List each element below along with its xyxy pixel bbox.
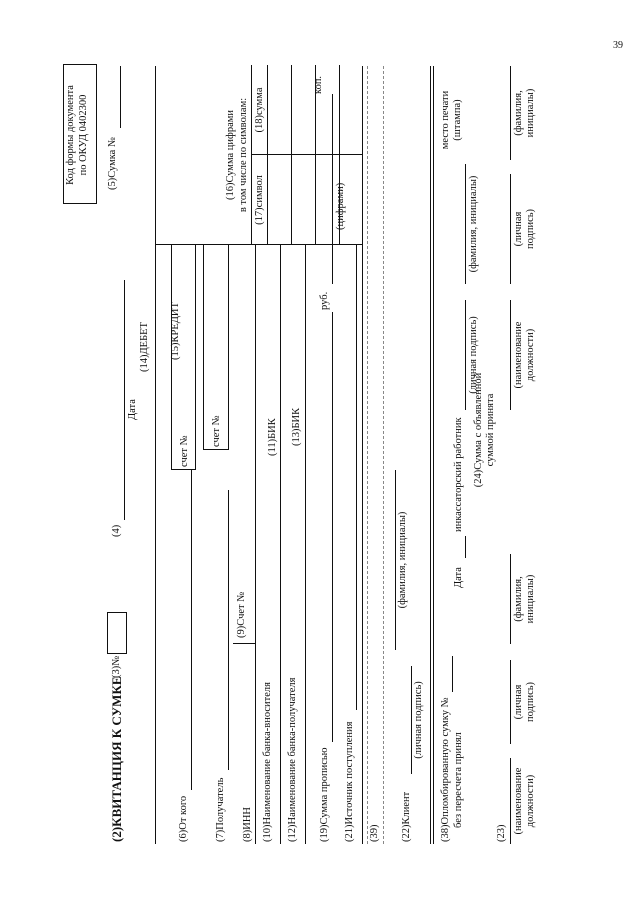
inn-line <box>255 244 256 844</box>
date-caption: Дата <box>127 399 138 420</box>
collector-name-line <box>465 164 466 284</box>
sum-table-header-top <box>251 65 252 245</box>
amount-accepted-label: (24)Сумма с объявленной суммой принята <box>473 372 496 488</box>
position-line <box>510 758 511 844</box>
account-row-bottom <box>195 245 196 470</box>
sum-table-row-2 <box>315 65 316 245</box>
block-bottom-line <box>362 66 363 844</box>
digits-line <box>332 94 333 284</box>
sum-table-column-divider <box>251 154 362 155</box>
account-9-label: (9)Счет № <box>236 591 247 638</box>
block-top-line <box>155 66 156 844</box>
form-code-line1: Код формы документа <box>65 85 76 185</box>
collector-label: инкассаторский работник <box>453 417 464 532</box>
acceptance-date-line <box>465 536 466 558</box>
credit-label: (15)КРЕДИТ <box>170 302 181 360</box>
form-code-line2: по ОКУД 0402300 <box>78 94 89 176</box>
from-label: (6)От кого <box>178 795 189 842</box>
sum-table-header-bottom <box>267 65 268 245</box>
bottom-signature-caption: (личная подпись) <box>513 681 536 723</box>
amount-words-line <box>332 312 333 742</box>
sum-table-row-1 <box>291 65 292 245</box>
seal-place-label: место печати (штампа) <box>440 90 463 150</box>
recipient-account-top <box>203 245 204 450</box>
accepted-name-caption: (фамилия, инициалы) <box>513 88 536 138</box>
collector-signature-caption: (личная подпись) <box>468 316 479 394</box>
accepted-signature-caption: (личная подпись) <box>513 208 536 250</box>
collector-name-caption: (фамилия, инициалы) <box>468 175 479 273</box>
from-line <box>191 470 192 790</box>
client-name-caption: (фамилия, инициалы) <box>397 511 408 609</box>
recipient-label: (7)Получатель <box>215 777 226 842</box>
position-caption: (наименование должности) <box>513 767 536 835</box>
kop-label: коп. <box>313 75 324 94</box>
amount-words-label: (19)Сумма прописью <box>319 747 330 842</box>
bag-number-line <box>120 66 121 128</box>
accepted-signature-line <box>510 174 511 284</box>
receipt-number-label: (3)№ <box>111 655 122 678</box>
client-signature-caption: (личная подпись) <box>413 681 424 759</box>
sum-column-header: (18)сумма <box>254 87 265 133</box>
rub-label: руб. <box>319 291 330 310</box>
sum-table-title: (16)Сумма цифрами <box>225 109 236 201</box>
field-4-label: (4) <box>111 524 122 537</box>
field-23-label: (23) <box>496 824 507 842</box>
recipient-line <box>228 490 229 770</box>
separator-line-2 <box>433 66 434 844</box>
inn-label: (8)ИНН <box>242 807 253 842</box>
recipient-bank-line <box>305 244 306 844</box>
inn-account-divider <box>233 643 255 644</box>
payer-bank-label: (10)Наименование банка-вносителя <box>262 682 273 842</box>
accepted-name-line <box>510 66 511 160</box>
sealed-bag-label: (38)Опломбированную сумку № <box>440 697 451 842</box>
recipient-account-bottom <box>228 245 229 450</box>
recipient-account-label: счет № <box>211 415 222 447</box>
separator-line-1 <box>430 66 431 844</box>
bik-11-label: (11)БИК <box>267 418 278 456</box>
sum-table-subtitle: в том числе по символам: <box>238 97 249 213</box>
accepted-position-caption: (наименование должности) <box>513 321 536 389</box>
sealed-bag-label-line2: без пересчета принял <box>453 732 464 828</box>
sum-table-row-3 <box>339 65 340 245</box>
accepted-position-line <box>510 300 511 410</box>
payer-bank-line <box>280 244 281 844</box>
symbol-column-header: (17)символ <box>254 175 265 225</box>
bag-receipt-form <box>55 50 585 850</box>
bottom-name-line <box>510 554 511 644</box>
date-line <box>124 280 125 520</box>
recipient-account-left <box>203 449 228 450</box>
client-signature-line <box>411 666 412 774</box>
cut-line-bottom <box>383 66 384 844</box>
client-name-line <box>395 470 396 650</box>
from-account-label: счет № <box>179 435 190 467</box>
recipient-bank-label: (12)Наименование банка-получателя <box>287 677 298 842</box>
account-row-top <box>171 245 172 470</box>
bottom-signature-line <box>510 660 511 744</box>
bag-number-label: (5)Сумка № <box>107 137 118 190</box>
account-cell-left <box>171 469 195 470</box>
acceptance-date-label: Дата <box>453 567 464 588</box>
field-39-label: (39) <box>369 824 380 842</box>
bik-13-label: (13)БИК <box>291 407 302 446</box>
page-number: 39 <box>613 40 623 51</box>
source-label: (21)Источник поступления <box>344 721 355 842</box>
source-line <box>356 244 357 710</box>
digits-caption: (цифрами) <box>335 182 346 230</box>
debit-label: (14)ДЕБЕТ <box>139 322 150 372</box>
client-label: (22)Клиент <box>401 791 412 842</box>
sealed-bag-number-line <box>452 656 453 692</box>
collector-signature-line <box>465 300 466 410</box>
cut-line-top <box>367 66 368 844</box>
receipt-number-box[interactable] <box>107 612 127 654</box>
receipt-title: (2)КВИТАНЦИЯ К СУМКЕ <box>109 676 124 842</box>
bottom-name-caption: (фамилия, инициалы) <box>513 574 536 624</box>
